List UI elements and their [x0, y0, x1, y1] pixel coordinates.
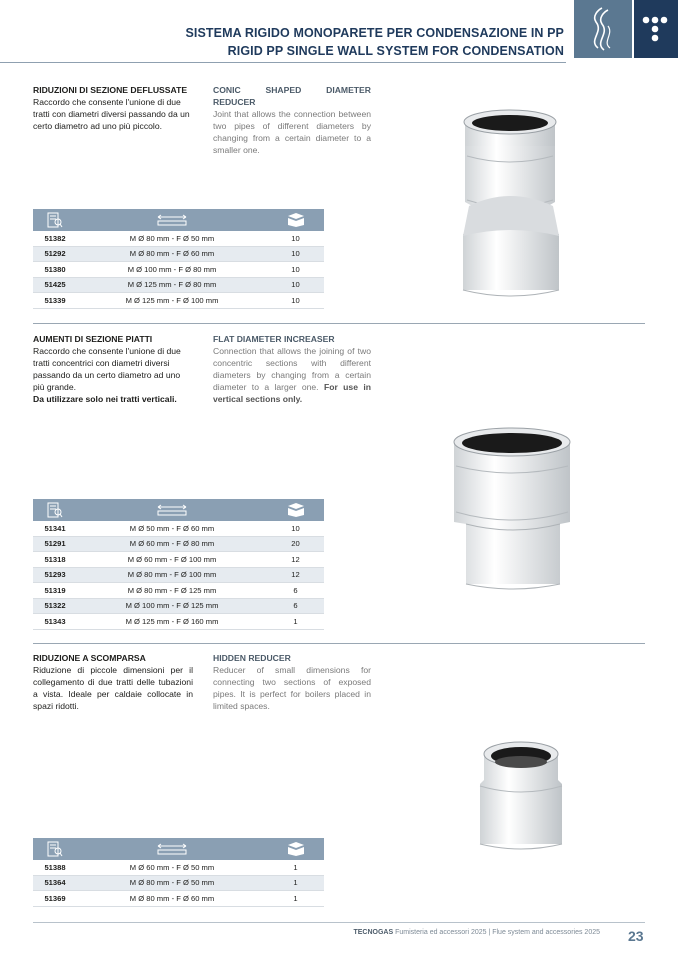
section-note-it: Da utilizzare solo nei tratti verticali.: [33, 394, 177, 404]
pack-quantity: 10: [267, 293, 324, 309]
product-size: M Ø 80 mm - F Ø 50 mm: [77, 231, 267, 246]
header-title-it: SISTEMA RIGIDO MONOPARETE PER CONDENSAZIONE IN PP: [185, 26, 564, 40]
section-divider: [33, 323, 645, 324]
product-size: M Ø 60 mm - F Ø 100 mm: [77, 552, 267, 568]
pack-quantity: 6: [267, 598, 324, 614]
footer-brand: TECNOGAS: [353, 929, 394, 936]
page-header: [185, 26, 564, 58]
measure-icon: [77, 838, 267, 860]
section-title-en: FLAT DIAMETER INCREASER: [213, 334, 335, 344]
conic-reducer-image: [455, 106, 567, 302]
table-row: [33, 552, 324, 568]
product-size: M Ø 60 mm - F Ø 80 mm: [77, 536, 267, 552]
condensation-flame-icon: [574, 0, 632, 58]
product-code: 51322: [33, 598, 77, 614]
pack-quantity: 12: [267, 552, 324, 568]
pack-quantity: 6: [267, 583, 324, 599]
header-divider: [0, 62, 566, 63]
section-text-en: Joint that allows the connection between two pipes of different diameters by changing from a certain diameter to a smaller one.: [213, 109, 371, 155]
product-code: 51388: [33, 860, 77, 875]
table-row: [33, 293, 324, 309]
code-search-icon: [33, 838, 77, 860]
product-code: 51291: [33, 536, 77, 552]
product-code: 51369: [33, 891, 77, 907]
pack-quantity: 10: [267, 246, 324, 262]
package-quantity-icon: [267, 838, 324, 860]
pack-quantity: 1: [267, 875, 324, 891]
section-title-en: HIDDEN REDUCER: [213, 653, 291, 663]
section-text-en: Connection that allows the joining of two concentric sections with different diameters by changing from a certain diameter to a larger one.: [213, 346, 371, 392]
product-size: M Ø 125 mm - F Ø 100 mm: [77, 293, 267, 309]
pack-quantity: 10: [267, 521, 324, 536]
pack-quantity: 12: [267, 567, 324, 583]
section-text-it: Raccordo che consente l'unione di due tratti concentrici con diametri diversi passando da un certo diametro ad uno più grande.: [33, 346, 181, 392]
product-size: M Ø 80 mm - F Ø 60 mm: [77, 246, 267, 262]
pack-quantity: 20: [267, 536, 324, 552]
product-size: M Ø 80 mm - F Ø 50 mm: [77, 875, 267, 891]
pack-quantity: 1: [267, 891, 324, 907]
flat-increaser-image: [450, 424, 574, 592]
pack-quantity: 10: [267, 231, 324, 246]
section-divider: [33, 643, 645, 644]
code-search-icon: [33, 209, 77, 231]
product-code: 51318: [33, 552, 77, 568]
pack-quantity: 10: [267, 277, 324, 293]
product-table-2: [33, 499, 324, 630]
product-size: M Ø 80 mm - F Ø 125 mm: [77, 583, 267, 599]
package-quantity-icon: [267, 209, 324, 231]
product-size: M Ø 100 mm - F Ø 125 mm: [77, 598, 267, 614]
table-row: [33, 891, 324, 907]
pack-quantity: 1: [267, 860, 324, 875]
measure-icon: [77, 209, 267, 231]
tecnogas-logo: [634, 0, 678, 58]
section-text-it: Riduzione di piccole dimensioni per il collegamento di due tratti delle tubazioni a vista. Ideale per caldaie collocate in spazi ridotti.: [33, 665, 193, 711]
product-size: M Ø 50 mm - F Ø 60 mm: [77, 521, 267, 536]
product-code: 51380: [33, 262, 77, 278]
table-row: [33, 246, 324, 262]
product-size: M Ø 125 mm - F Ø 80 mm: [77, 277, 267, 293]
table-row: [33, 567, 324, 583]
page-footer: [0, 929, 600, 936]
table-row: [33, 583, 324, 599]
section-title-it: RIDUZIONE A SCOMPARSA: [33, 653, 146, 663]
table-row: [33, 231, 324, 246]
product-size: M Ø 80 mm - F Ø 100 mm: [77, 567, 267, 583]
product-code: 51425: [33, 277, 77, 293]
product-size: M Ø 100 mm - F Ø 80 mm: [77, 262, 267, 278]
section-title-it: RIDUZIONI DI SEZIONE DEFLUSSATE: [33, 85, 188, 95]
product-size: M Ø 125 mm - F Ø 160 mm: [77, 614, 267, 630]
product-table-3: [33, 838, 324, 907]
section-title-en: CONIC SHAPED DIAMETER REDUCER: [213, 85, 371, 107]
table-row: [33, 614, 324, 630]
pack-quantity: 10: [267, 262, 324, 278]
pack-quantity: 1: [267, 614, 324, 630]
table-row: [33, 598, 324, 614]
product-code: 51343: [33, 614, 77, 630]
product-code: 51319: [33, 583, 77, 599]
hidden-reducer-image: [474, 736, 568, 854]
code-search-icon: [33, 499, 77, 521]
page-number: 23: [628, 928, 644, 944]
product-code: 51382: [33, 231, 77, 246]
section-note-en: For use in vertical sections only.: [213, 382, 371, 404]
measure-icon: [77, 499, 267, 521]
package-quantity-icon: [267, 499, 324, 521]
header-title-en: RIGID PP SINGLE WALL SYSTEM FOR CONDENSATION: [227, 44, 564, 58]
footer-text: Fumisteria ed accessori 2025 | Flue system and accessories 2025: [393, 929, 600, 936]
product-size: M Ø 60 mm - F Ø 50 mm: [77, 860, 267, 875]
table-row: [33, 521, 324, 536]
table-row: [33, 277, 324, 293]
section-text-it: Raccordo che consente l'unione di due tratti con diametri diversi passando da un certo diametro ad uno più piccolo.: [33, 97, 190, 131]
product-code: 51341: [33, 521, 77, 536]
table-row: [33, 536, 324, 552]
section-text-en: Reducer of small dimensions for connecting two sections of exposed pipes. It is perfect for boilers placed in limited spaces.: [213, 665, 371, 711]
table-row: [33, 860, 324, 875]
product-code: 51292: [33, 246, 77, 262]
product-table-1: [33, 209, 324, 309]
footer-divider: [33, 922, 645, 923]
table-row: [33, 262, 324, 278]
product-size: M Ø 80 mm - F Ø 60 mm: [77, 891, 267, 907]
product-code: 51364: [33, 875, 77, 891]
section-title-it: AUMENTI DI SEZIONE PIATTI: [33, 334, 153, 344]
product-code: 51339: [33, 293, 77, 309]
table-row: [33, 875, 324, 891]
product-code: 51293: [33, 567, 77, 583]
